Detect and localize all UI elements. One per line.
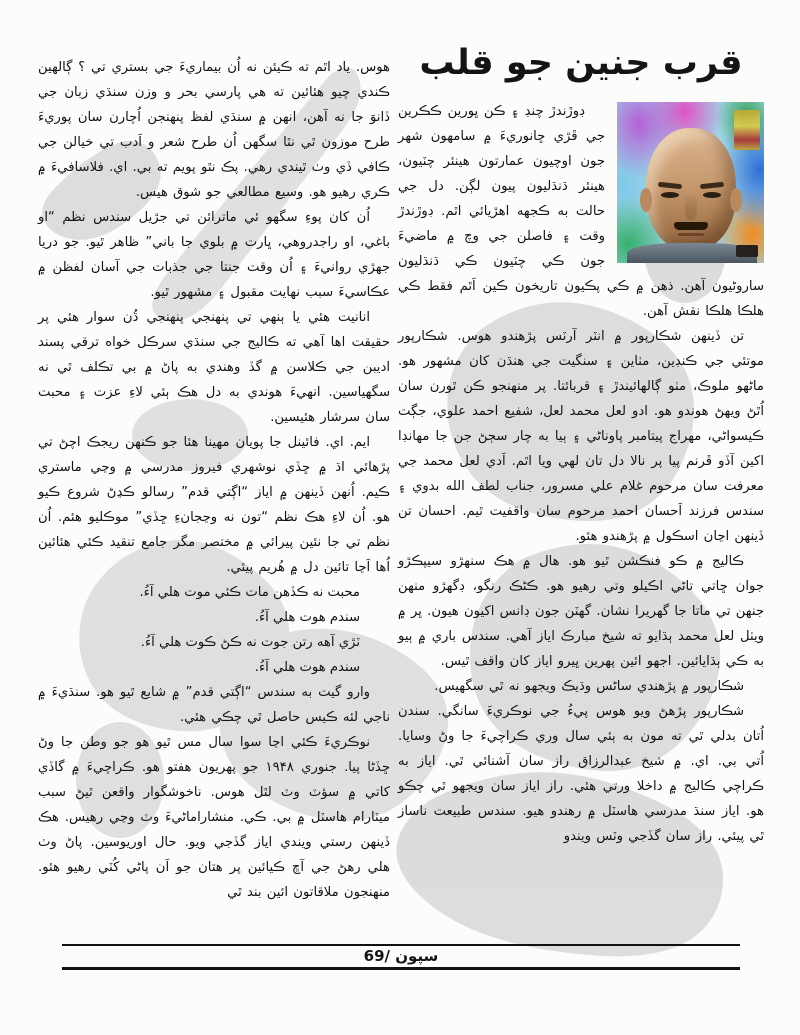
portrait-nose <box>685 194 697 220</box>
portrait-ear <box>730 188 742 212</box>
photo-background-object <box>734 110 760 150</box>
paragraph: اُن کان پوءِ سگهو ئي ماترائن تي جڙيل سندس نظم “او باغي، او راجدروهي، ڀارت ۾ بلوي جا باني” ظاهر ٿيو. جو دريا جهڙي روانيءَ ۽ اُن وقت جنتا جي جذبات جي آسان لفظن ۾ عڪاسيءَ سبب نهايت مقبول ۽ مشهور ٿيو. <box>38 210 390 300</box>
portrait-mustache <box>674 222 708 230</box>
portrait-eye <box>661 192 679 198</box>
portrait-eyebrow <box>700 182 724 189</box>
author-portrait-photo <box>617 102 764 263</box>
poem-verse <box>38 580 390 680</box>
portrait-eyebrow <box>658 182 682 189</box>
photo-background-object <box>736 245 758 257</box>
paragraph: تن ڏينهن شڪارپور ۾ انٽر آرٽس پڙهندو هوس. شڪارپور موتئي جي ڪنڊين، مٺاين ۽ سنگيت جي هنڌن کان مشهور هو. ماڻهو ملوڪ، مٺو ڳالهائيندڙ ۽ قربائتا. پر منهنجو ڪن ٿورن سان اُٿڻ ويهڻ هوندو هو. ادو لعل محمد لعل، شفيع احمد علوي، جڳت ڪيسواڻي، مهراج پيتامبر پاوناڻي ۽ ٻيا به چار سڄڻ جن جا مهانڊا اکين آڏو ڦرنم پيا پر نالا دل تان لهي ويا اٿم. اَدي لعل محمد جي معرفت سان مرحوم غلام علي مسرور، جناب لطف الله بدوي ۽ سندس فرزند اَحسان احمد مرحوم سان واقفيت ٿيم. احسان تن ڏينهن اڃان اسڪول ۾ پڙهندو هئو. <box>398 328 764 544</box>
footer-text: سپون /69 <box>363 947 439 965</box>
article-title: قرب جنين جو قلب <box>419 43 743 83</box>
paragraph: وارو گيت به سندس “اڳتي قدم” ۾ شايع ٿيو هو. سنڌيءَ ۾ ناجي لئه ڪيس حاصل ٿي چڪي هئي. <box>38 685 390 725</box>
right-column <box>398 38 764 849</box>
verse-line: محبت نه ڪڏهن مات ڪئي موت هلي آءُ. <box>139 585 360 600</box>
paragraph: ايم. اي. فائينل جا پويان مهينا هئا جو ڪنهن ريجڪ اچڻ تي پڙهائي اڌ ۾ ڇڏي نوشهري فيروز مدرسي ۾ وڃي ماستري ڪيم. اُنهن ڏينهن ۾ اياز “اڳتي قدم” رسالو ڪڍڻ شروع ڪيو هو. اُن لاءِ هڪ نظم “تون نه وڃجانءِ ڇڏي” موڪليو هئم. اُن نظم تي جا نئين پيرائي ۾ مختصر مگر جامع تنقيد ڪئي هئائين اُها اَڃا تائين دل ۾ هُريم پيئي. <box>38 435 390 575</box>
portrait-face <box>646 128 736 250</box>
paragraph: انانيت هئي يا ٻنهي تي پنهنجي پنهنجي ڌُن سوار هئي پر حقيقت اها آهي ته ڪاليج جي سنڌي سرڪل خواه ترقي پسند اديبن جي ڪلاسن ۾ گڏ وهندي به پاڻ ۾ بي تڪلف ٿي نه سگهياسين. انهيءَ هوندي به دل هڪ ٻئي لاءِ عزت ۽ محبت سان سرشار هئيسين. <box>38 310 390 425</box>
verse-line: ٽڙي آهه رتن جوت نه ڪڻ ڪوت هلي آءُ. <box>140 635 360 650</box>
paragraph: ڪاليج ۾ ڪو فنڪشن ٿيو هو. هال ۾ هڪ سنهڙو سيپڪڙو جوان ڇاتي تاڻي اڪيلو وتي رهيو هو. ڪڻڪ رنگو، ڊگهڙو منهن جنهن تي ماتا جا گهريرا نشان. گهٽن جون ڊانس اکيون هيون. ڀر ۾ ويٺل لعل محمد ٻڌايو ته شيخ مبارڪ اياز آهي. سندس باري ۾ ٻيو به ڪي ٻڌايائين. اجهو ائين پهرين ڀيرو اياز کان واقف ٿيس. <box>398 553 764 669</box>
paragraph: ڊوڙندڙ چنڊ ۽ ڪن ڀورين ڪڪرين جي ڦڙي ڇانوريءَ ۾ سامهون شهر جون اوچيون عمارتون هينئر چٽيون، هينئر ڌنڌليون پيون لڳن. دل جي حالت به ڪجهه اهڙيائي اٿم. ڊوڙندڙ وقت ۽ فاصلن جي وچ ۾ ماضيءَ جون ڪي چٽيون ڪي ڌنڌليون ساروڻيون آهن. ذهن ۾ ڪي پڪيون تاريخون ڪين اَٿم فقط ڪي هلڪا هلڪا نقش آهن. <box>398 103 764 319</box>
paragraph: هوس. ياد اٿم ته ڪيئن نه اُن بيماريءَ جي بستري تي ؟ ڳالهين ڪندي چيو هئائين ته هي پارسي بحر و وزن سنڌي زبان جي ڏانوَ جا نه آهن، انهن ۾ سنڌي لفظ پنهنجن اُچارن سان پوريءَ طرح موزون ٿي نٿا سگهن اُن طرح شعر و اَدب تي خيالن جي ڪافي ڏي وٺ ٿيندي رهي. پڪ نٿو پويم ته بي. اي. فلاسافيءَ ۾ ڪري رهيو هو. وسيع مطالعي جو شوق هيس. <box>38 60 390 200</box>
portrait-ear <box>640 188 652 212</box>
portrait-eye <box>703 192 721 198</box>
left-column <box>38 55 390 905</box>
verse-line: سندم هوت هلي آءُ. <box>254 610 360 625</box>
paragraph: نوڪريءَ ڪئي اڃا سوا سال مس ٿيو هو جو وطن جا وڻ ڇڏڻا پيا. جنوري ۱۹۴۸ جو پهريون هفتو هو. ڪراچيءَ ۾ گاڏي کاتي ۾ سؤٽ وٽ لٿل هوس. ناخوشگوار واقعن ٿيڻ سبب ميٽارام هاسٽل ۾ بي. ڪي. منشاراماڻيءَ وٽ وڃي رهيس. هڪ ڏينهن رستي ويندي اياز گڏجي ويو. حال اوريوسين. پاڻ وٺ هلي رهڻ جي آڇ ڪيائين پر هتان جو اَن پاڻي کُٽي رهيو هئو. منهنجون ملاقاتون ائين بند ٿي <box>38 735 390 900</box>
portrait-mouth <box>678 233 704 236</box>
page-footer <box>62 944 740 970</box>
paragraph: شڪارپور پڙهڻ ويو هوس پيءُ جي نوڪريءَ سانگي. سندن اُتان بدلي ٿي ته مون به ٻئي سال وري ڪراچيءَ جا وڻ وسايا. اُتي بي. اي. ۾ شيخ عبدالرزاق راز سان آشنائي ٿي. اياز به ڪراچي ڪاليج ۾ داخلا ورتي هئي. راز اياز سان ويجهو ٿي چڪو هو. اياز سنڌ مدرسي هاسٽل ۾ رهندو هيو. سندس طبيعت ناساز ٿي پيئي. راز سان گڏجي وٽس ويندو <box>398 703 764 844</box>
verse-line: سندم هوت هلي آءُ. <box>254 660 360 675</box>
paragraph: شڪارپور ۾ پڙهندي ساڻس وڌيڪ ويجهو نه ٿي سگهيس. <box>434 678 744 694</box>
